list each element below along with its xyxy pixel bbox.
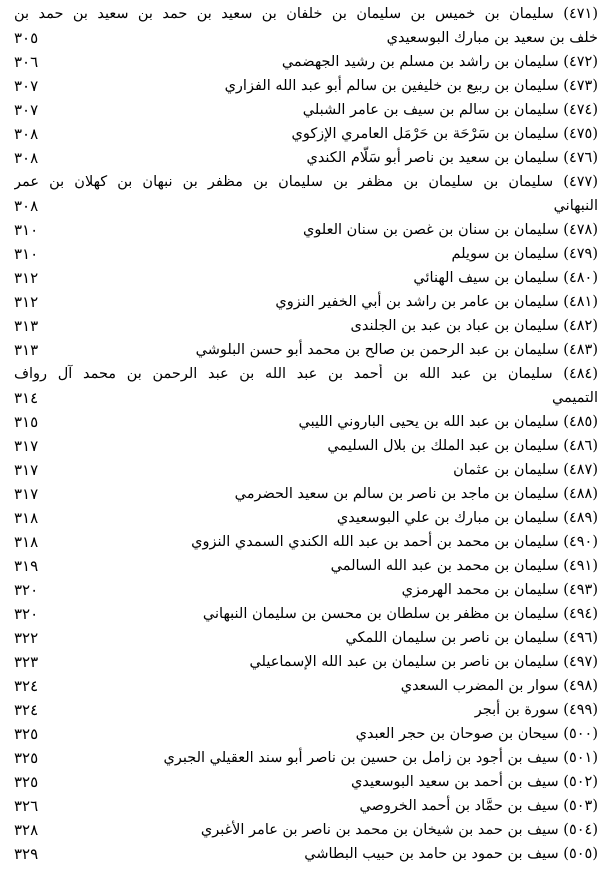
- entry-page-number: ٣٢٨: [14, 821, 39, 839]
- entry-text: (٤٩٣) سليمان بن محمد الهرمزي: [401, 582, 598, 598]
- entry-text: (٤٧٩) سليمان بن سويلم: [451, 246, 598, 262]
- index-entry: [14, 436, 598, 456]
- entry-page-number: ٣٢٥: [14, 773, 39, 791]
- entry-text: التميمي: [551, 390, 598, 406]
- index-entry: [14, 172, 598, 192]
- entry-page-number: ٣١٨: [14, 533, 39, 551]
- entry-page-number: ٣٢٥: [14, 725, 39, 743]
- entry-text: (٥٠٣) سيف بن حمَّاد بن أحمد الخروصي: [359, 798, 598, 814]
- entry-text: (٤٧٢) سليمان بن راشد بن مسلم بن رشيد الجهضمي: [281, 54, 598, 70]
- index-entry: [14, 628, 598, 648]
- entry-text: (٤٧٨) سليمان بن سنان بن غصن بن سنان العلوي: [302, 222, 598, 238]
- entry-text: (٤٧٣) سليمان بن ربيع بن خليفين بن سالم أبو عبد الله الفزاري: [224, 78, 598, 94]
- index-entry: [14, 604, 598, 624]
- entry-text: (٤٧١) سليمان بن خميس بن سليمان بن خلفان بن سعيد بن حمد بن سعيد بن حمد بن: [14, 6, 598, 22]
- entry-text: (٤٨٢) سليمان بن عباد بن عبد بن الجلندى: [350, 318, 598, 334]
- index-entry: [14, 292, 598, 312]
- entry-page-number: ٣١٧: [14, 461, 39, 479]
- entry-text: خلف بن سعيد بن مبارك البوسعيدي: [386, 30, 598, 46]
- entry-text: (٥٠١) سيف بن أجود بن زامل بن حسين بن ناصر أبو سند العقيلي الجبري: [163, 750, 598, 766]
- entry-page-number: ٣١٨: [14, 509, 39, 527]
- entry-text: (٤٨٧) سليمان بن عثمان: [453, 462, 598, 478]
- index-entry: [14, 244, 598, 264]
- index-entry: [14, 316, 598, 336]
- entry-page-number: ٣٢٤: [14, 677, 39, 695]
- entry-page-number: ٣٢٥: [14, 749, 39, 767]
- entry-page-number: ٣٠٧: [14, 101, 39, 119]
- entry-text: (٤٩٨) سوار بن المضرب السعدي: [400, 678, 598, 694]
- index-entry: [14, 76, 598, 96]
- entry-text: (٤٩٠) سليمان بن محمد بن أحمد بن عبد الله الكندي السمدي النزوي: [191, 534, 598, 550]
- entry-text: (٤٨٣) سليمان بن عبد الرحمن بن صالح بن محمد أبو حسن البلوشي: [195, 342, 598, 358]
- entry-text: (٤٧٦) سليمان بن سعيد بن ناصر أبو سَلّام الكندي: [306, 150, 598, 166]
- index-entry: [14, 700, 598, 720]
- index-entry: [14, 556, 598, 576]
- index-entry: [14, 484, 598, 504]
- entry-text: (٤٨٤) سليمان بن عبد الله بن أحمد بن عبد الله بن عبد الرحمن بن محمد آل رواف: [14, 366, 598, 382]
- entry-page-number: ٣٢٦: [14, 797, 39, 815]
- index-entry: [14, 148, 598, 168]
- entry-page-number: ٣٠٨: [14, 149, 39, 167]
- entry-text: (٤٩٩) سورة بن أبجر: [474, 702, 598, 718]
- entry-page-number: ٣٢٣: [14, 653, 39, 671]
- entry-text: (٤٧٥) سليمان بن سَرْحَة بن حَرْمَل العامري الإزكوي: [291, 126, 598, 142]
- index-entry: [14, 844, 598, 864]
- index-entry: [14, 268, 598, 288]
- entry-page-number: ٣١٧: [14, 437, 39, 455]
- entry-page-number: ٣٢٤: [14, 701, 39, 719]
- entry-text: (٤٩٧) سليمان بن ناصر بن سليمان بن عبد الله الإسماعيلي: [249, 654, 598, 670]
- entry-page-number: ٣١٠: [14, 221, 39, 239]
- entry-text: (٥٠٤) سيف بن حمد بن شيخان بن محمد بن ناصر بن عامر الأغبري: [200, 822, 598, 838]
- entry-text: (٤٨٩) سليمان بن مبارك بن علي البوسعيدي: [336, 510, 598, 526]
- index-entry: [14, 388, 598, 408]
- entry-page-number: ٣٠٧: [14, 77, 39, 95]
- index-entry: [14, 196, 598, 216]
- entry-text: (٤٨٦) سليمان بن عبد الملك بن بلال السليمي: [327, 438, 598, 454]
- entry-text: (٤٨١) سليمان بن عامر بن راشد بن أبي الخفير النزوي: [275, 294, 598, 310]
- index-entry: [14, 676, 598, 696]
- index-entry: [14, 52, 598, 72]
- index-entry: [14, 820, 598, 840]
- index-entry: [14, 412, 598, 432]
- entry-page-number: ٣١٢: [14, 293, 39, 311]
- entry-text: (٥٠٥) سيف بن حمود بن حامد بن حبيب البطاشي: [304, 846, 598, 862]
- entry-page-number: ٣١٠: [14, 245, 39, 263]
- index-entry: [14, 580, 598, 600]
- index-entry: [14, 460, 598, 480]
- entry-page-number: ٣١٥: [14, 413, 39, 431]
- index-entry: [14, 28, 598, 48]
- entry-text: (٤٨٨) سليمان بن ماجد بن ناصر بن سالم بن سعيد الحضرمي: [234, 486, 598, 502]
- entry-text: (٤٧٧) سليمان بن سليمان بن مظفر بن سليمان بن مظفر بن نبهان بن كهلان بن عمر: [14, 174, 598, 190]
- index-entry: [14, 772, 598, 792]
- entry-page-number: ٣٢٢: [14, 629, 39, 647]
- entry-page-number: ٣٠٨: [14, 197, 39, 215]
- entry-page-number: ٣٢٠: [14, 605, 39, 623]
- entry-page-number: ٣٠٦: [14, 53, 39, 71]
- index-entry: [14, 508, 598, 528]
- entry-page-number: ٣١٤: [14, 389, 39, 407]
- entry-text: (٤٧٤) سليمان بن سالم بن سيف بن عامر الشبلي: [302, 102, 598, 118]
- index-entry: [14, 124, 598, 144]
- entry-page-number: ٣١٧: [14, 485, 39, 503]
- entry-text: (٤٩٦) سليمان بن ناصر بن سليمان اللمكي: [345, 630, 598, 646]
- index-entry: [14, 4, 598, 24]
- index-entry: [14, 220, 598, 240]
- entry-page-number: ٣٠٥: [14, 29, 39, 47]
- entry-text: (٤٩١) سليمان بن محمد بن عبد الله السالمي: [330, 558, 598, 574]
- index-entry: [14, 100, 598, 120]
- index-entry: [14, 652, 598, 672]
- entry-page-number: ٣٢٠: [14, 581, 39, 599]
- entry-text: (٤٨٠) سليمان بن سيف الهنائي: [413, 270, 598, 286]
- index-entry: [14, 364, 598, 384]
- entry-page-number: ٣٠٨: [14, 125, 39, 143]
- entry-text: (٤٨٥) سليمان بن عبد الله بن يحيى الباروني الليبي: [298, 414, 598, 430]
- entry-text: النبهاني: [553, 198, 598, 214]
- entry-text: (٤٩٤) سليمان بن مظفر بن سلطان بن محسن بن سليمان النبهاني: [202, 606, 598, 622]
- entry-text: (٥٠٠) سيحان بن صوحان بن حجر العبدي: [355, 726, 598, 742]
- entry-text: (٥٠٢) سيف بن أحمد بن سعيد البوسعيدي: [351, 774, 598, 790]
- entry-page-number: ٣١٣: [14, 341, 39, 359]
- index-entry: [14, 724, 598, 744]
- entry-page-number: ٣١٣: [14, 317, 39, 335]
- entry-page-number: ٣٢٩: [14, 845, 39, 863]
- index-entry: [14, 340, 598, 360]
- index-entry: [14, 796, 598, 816]
- entry-page-number: ٣١٢: [14, 269, 39, 287]
- entry-page-number: ٣١٩: [14, 557, 39, 575]
- index-entry: [14, 532, 598, 552]
- index-entry: [14, 748, 598, 768]
